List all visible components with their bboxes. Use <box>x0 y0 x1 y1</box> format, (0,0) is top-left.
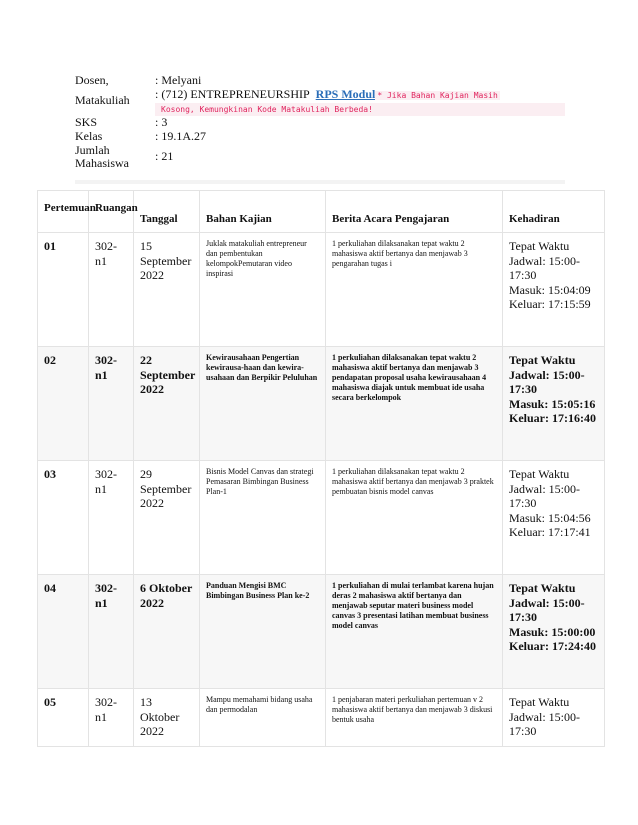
table-row <box>38 347 605 461</box>
attendance-masuk: Masuk: 15:00:00 <box>509 624 596 639</box>
cell-kehadiran <box>503 575 605 689</box>
cell-tanggal: 22 September 2022 <box>134 347 200 461</box>
cell-berita-acara: 1 perkuliahan dilaksanakan tepat waktu 2 mahasiswa aktif bertanya dan menjawab 3 praktek pembuatan bisnis model canvas <box>326 461 503 575</box>
dosen-label: Dosen, <box>75 73 109 87</box>
attendance-keluar: Keluar: 17:17:41 <box>509 525 591 539</box>
attendance-masuk: Masuk: 15:04:56 <box>509 510 591 525</box>
cell-bahan-kajian: Panduan Mengisi BMC Bimbingan Business Plan ke-2 <box>200 575 326 689</box>
cell-kehadiran <box>503 461 605 575</box>
sks-label: SKS <box>75 115 98 129</box>
attendance-masuk: Masuk: 15:04:09 <box>509 282 591 297</box>
attendance-status: Tepat Waktu <box>509 239 570 253</box>
table-row <box>38 575 605 689</box>
attendance-jadwal: Jadwal: 15:00-17:30 <box>509 253 580 282</box>
jumlah-label: Jumlah Mahasiswa <box>75 143 129 170</box>
cell-tanggal: 13 Oktober 2022 <box>134 689 200 747</box>
attendance-jadwal: Jadwal: 15:00-17:30 <box>509 709 580 738</box>
cell-ruang: 302-n1 <box>89 347 134 461</box>
attendance-status: Tepat Waktu <box>509 695 570 709</box>
cell-ruang: 302-n1 <box>89 461 134 575</box>
info-row-matakuliah <box>75 88 565 116</box>
header-bahan-kajian: Bahan Kajian <box>200 191 326 233</box>
warning-note-line2: Kosong, Kemungkinan Kode Matakuliah Berbeda! <box>155 103 565 116</box>
attendance-keluar: Keluar: 17:15:59 <box>509 297 591 311</box>
header-ruangan: Ruangan <box>89 191 134 233</box>
cell-ruang: 302-n1 <box>89 689 134 747</box>
attendance-table <box>37 190 605 747</box>
info-row-dosen <box>75 74 565 88</box>
matakuliah-label: Matakuliah <box>75 93 130 107</box>
cell-bahan-kajian: Bisnis Model Canvas dan strategi Pemasaran Bimbingan Business Plan-1 <box>200 461 326 575</box>
info-row-kelas <box>75 130 565 144</box>
attendance-status: Tepat Waktu <box>509 467 570 481</box>
attendance-jadwal: Jadwal: 15:00-17:30 <box>509 481 580 510</box>
attendance-status: Tepat Waktu <box>509 353 576 367</box>
cell-berita-acara: 1 perkuliahan dilaksanakan tepat waktu 2 mahasiswa aktif bertanya dan menjawab 3 pengarahan tugas i <box>326 233 503 347</box>
attendance-jadwal: Jadwal: 15:00-17:30 <box>509 595 585 624</box>
attendance-keluar: Keluar: 17:24:40 <box>509 639 596 653</box>
divider <box>75 180 565 184</box>
cell-kehadiran <box>503 689 605 747</box>
cell-tanggal: 6 Oktober 2022 <box>134 575 200 689</box>
table-header-row <box>38 191 605 233</box>
info-row-jumlah <box>75 144 565 170</box>
attendance-status: Tepat Waktu <box>509 581 576 595</box>
rps-modul-link[interactable]: RPS Modul <box>315 87 376 101</box>
table-row <box>38 689 605 747</box>
cell-bahan-kajian: Mampu memahami bidang usaha dan permodalan <box>200 689 326 747</box>
jumlah-value: : 21 <box>155 149 174 163</box>
cell-berita-acara: 1 perkuliahan dilaksanakan tepat waktu 2 mahasiswa aktif bertanya dan menjawab 3 pendapatan proposal usaha kewirausahaan 4 mahasiswa diajak untuk membuat ide usaha secara berkelompok <box>326 347 503 461</box>
cell-tanggal: 29 September 2022 <box>134 461 200 575</box>
info-row-sks <box>75 116 565 130</box>
kelas-value: : 19.1A.27 <box>155 129 206 143</box>
cell-pertemuan: 04 <box>38 575 89 689</box>
matakuliah-value: : (712) ENTREPRENEURSHIP <box>155 87 310 101</box>
kelas-label: Kelas <box>75 129 103 143</box>
cell-ruang: 302-n1 <box>89 575 134 689</box>
attendance-jadwal: Jadwal: 15:00-17:30 <box>509 367 585 396</box>
attendance-keluar: Keluar: 17:16:40 <box>509 411 596 425</box>
cell-bahan-kajian: Juklak matakuliah entrepreneur dan pembentukan kelompokPemutaran video inspirasi <box>200 233 326 347</box>
cell-berita-acara: 1 penjabaran materi perkuliahan pertemuan v 2 mahasiswa aktif bertanya dan menjawab 3 diskusi bentuk usaha <box>326 689 503 747</box>
cell-kehadiran <box>503 347 605 461</box>
cell-ruang: 302-n1 <box>89 233 134 347</box>
attendance-masuk: Masuk: 15:05:16 <box>509 396 596 411</box>
header-berita-acara: Berita Acara Pengajaran <box>326 191 503 233</box>
warning-note: * Jika Bahan Kajian Masih <box>377 91 498 100</box>
cell-berita-acara: 1 perkuliahan di mulai terlambat karena hujan deras 2 mahasiswa aktif bertanya dan menjawab seputar materi business model canvas 3 presentasi latihan membuat business model canvas <box>326 575 503 689</box>
cell-pertemuan: 03 <box>38 461 89 575</box>
cell-pertemuan: 02 <box>38 347 89 461</box>
sks-value: : 3 <box>155 115 168 129</box>
table-row <box>38 461 605 575</box>
cell-bahan-kajian: Kewirausahaan Pengertian kewirausa-haan dan kewira-usahaan dan Berpikir Peluluhan <box>200 347 326 461</box>
header-kehadiran: Kehadiran <box>503 191 605 233</box>
cell-kehadiran <box>503 233 605 347</box>
cell-tanggal: 15 September 2022 <box>134 233 200 347</box>
matakuliah-value-block <box>155 88 565 116</box>
header-pertemuan: Pertemuan <box>38 191 89 233</box>
cell-pertemuan: 01 <box>38 233 89 347</box>
dosen-value: : Melyani <box>155 73 202 87</box>
course-info <box>75 74 565 170</box>
header-tanggal: Tanggal <box>134 191 200 233</box>
table-row <box>38 233 605 347</box>
cell-pertemuan: 05 <box>38 689 89 747</box>
